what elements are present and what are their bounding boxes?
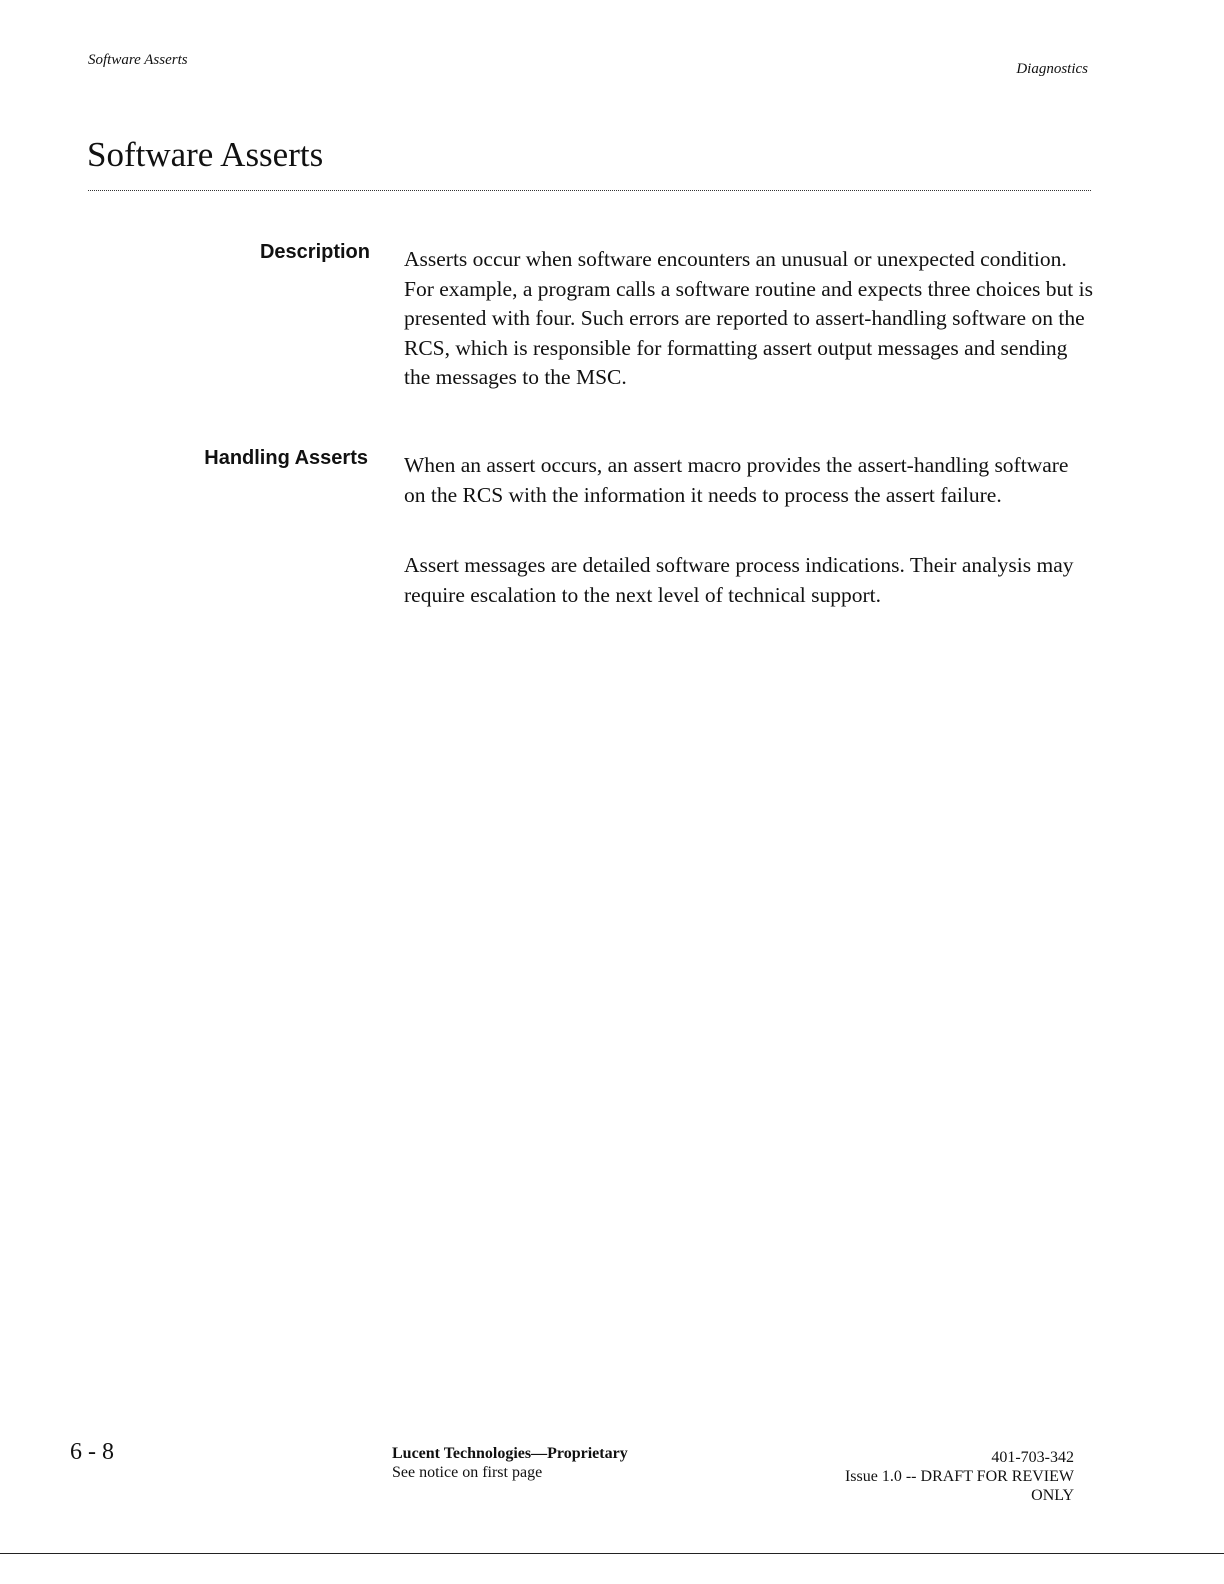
footer-notice: See notice on first page: [392, 1464, 543, 1481]
running-head-right: Diagnostics: [1016, 61, 1088, 77]
footer-doc-number: 401-703-342: [991, 1449, 1074, 1466]
section-label-description: Description: [259, 241, 370, 263]
page-title: Software Asserts: [87, 135, 324, 174]
handling-paragraph-1: When an assert occurs, an assert macro provides the assert-handling software on the RCS with the information it needs to process the assert failure.: [404, 453, 1069, 507]
page-number: 6 - 8: [70, 1439, 114, 1465]
handling-paragraph-2: Assert messages are detailed software process indications. Their analysis may require escalation to the next level of technical support.: [404, 553, 1074, 607]
section-label-handling-asserts: Handling Asserts: [204, 447, 368, 469]
running-head-left: Software Asserts: [88, 52, 188, 68]
title-divider: [88, 190, 1091, 191]
footer-issue-line-2: ONLY: [1031, 1487, 1074, 1504]
footer-document-info: [774, 1448, 1074, 1505]
footer-issue-line-1: Issue 1.0 -- DRAFT FOR REVIEW: [844, 1468, 1074, 1485]
description-paragraph: Asserts occur when software encounters an unusual or unexpected condition. For example, a program calls a software routine and expects three choices but is presented with four. Such errors are reported to assert-handling software on the RCS, which is responsible for formatting assert output messages and sending the messages to the MSC.: [404, 247, 1093, 389]
footer-proprietary-notice: [392, 1444, 628, 1482]
bottom-divider: [0, 1553, 1224, 1554]
footer-company: Lucent Technologies—Proprietary: [392, 1445, 628, 1462]
